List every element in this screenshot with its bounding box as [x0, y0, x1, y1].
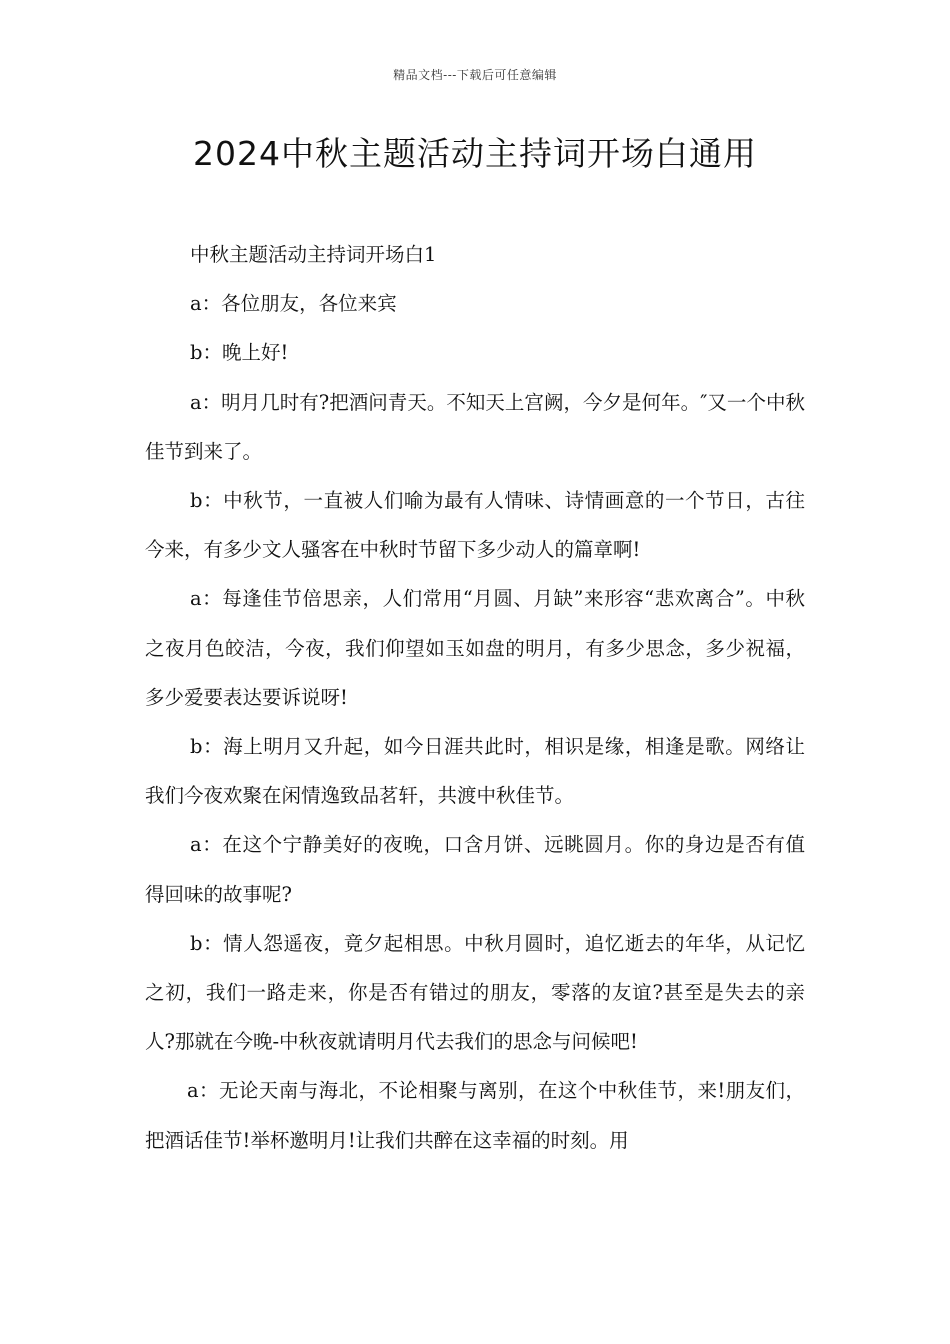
paragraph: b：情人怨遥夜，竟夕起相思。中秋月圆时，追忆逝去的年华，从记忆之初，我们一路走来，你是否有错过的朋友，零落的友谊?甚至是失去的亲人?那就在今晚-中秋夜就请明月代去我们的思念与问候吧! [145, 931, 805, 1054]
header-note: 精品文档---下载后可任意编辑 [393, 68, 557, 82]
paragraph: b：中秋节，一直被人们喻为最有人情味、诗情画意的一个节日，古往今来，有多少文人骚客在中秋时节留下多少动人的篇章啊! [145, 489, 805, 562]
document-body [145, 230, 805, 1165]
paragraph: a：每逢佳节倍思亲，人们常用“月圆、月缺”来形容“悲欢离合”。中秋之夜月色皎洁，今夜，我们仰望如玉如盘的明月，有多少思念，多少祝福，多少爱要表达要诉说呀! [145, 587, 805, 709]
paragraph: b：海上明月又升起，如今日涯共此时，相识是缘，相逢是歌。网络让我们今夜欢聚在闲情逸致品茗轩，共渡中秋佳节。 [145, 735, 805, 808]
paragraph: a：在这个宁静美好的夜晚，口含月饼、远眺圆月。你的身边是否有值得回味的故事呢? [145, 833, 805, 906]
paragraph: a：无论天南与海北，不论相聚与离别，在这个中秋佳节，来!朋友们，把酒话佳节!举杯邀明月!让我们共醉在这幸福的时刻。用 [145, 1079, 805, 1152]
section-heading: 中秋主题活动主持词开场白1 [190, 243, 437, 266]
page-title: 2024中秋主题活动主持词开场白通用 [193, 134, 757, 173]
paragraph: a：各位朋友，各位来宾 [190, 292, 397, 316]
paragraph: a：明月几时有?把酒问青天。不知天上宫阙，今夕是何年。″又一个中秋佳节到来了。 [145, 390, 805, 463]
paragraph: b：晚上好! [190, 341, 289, 365]
